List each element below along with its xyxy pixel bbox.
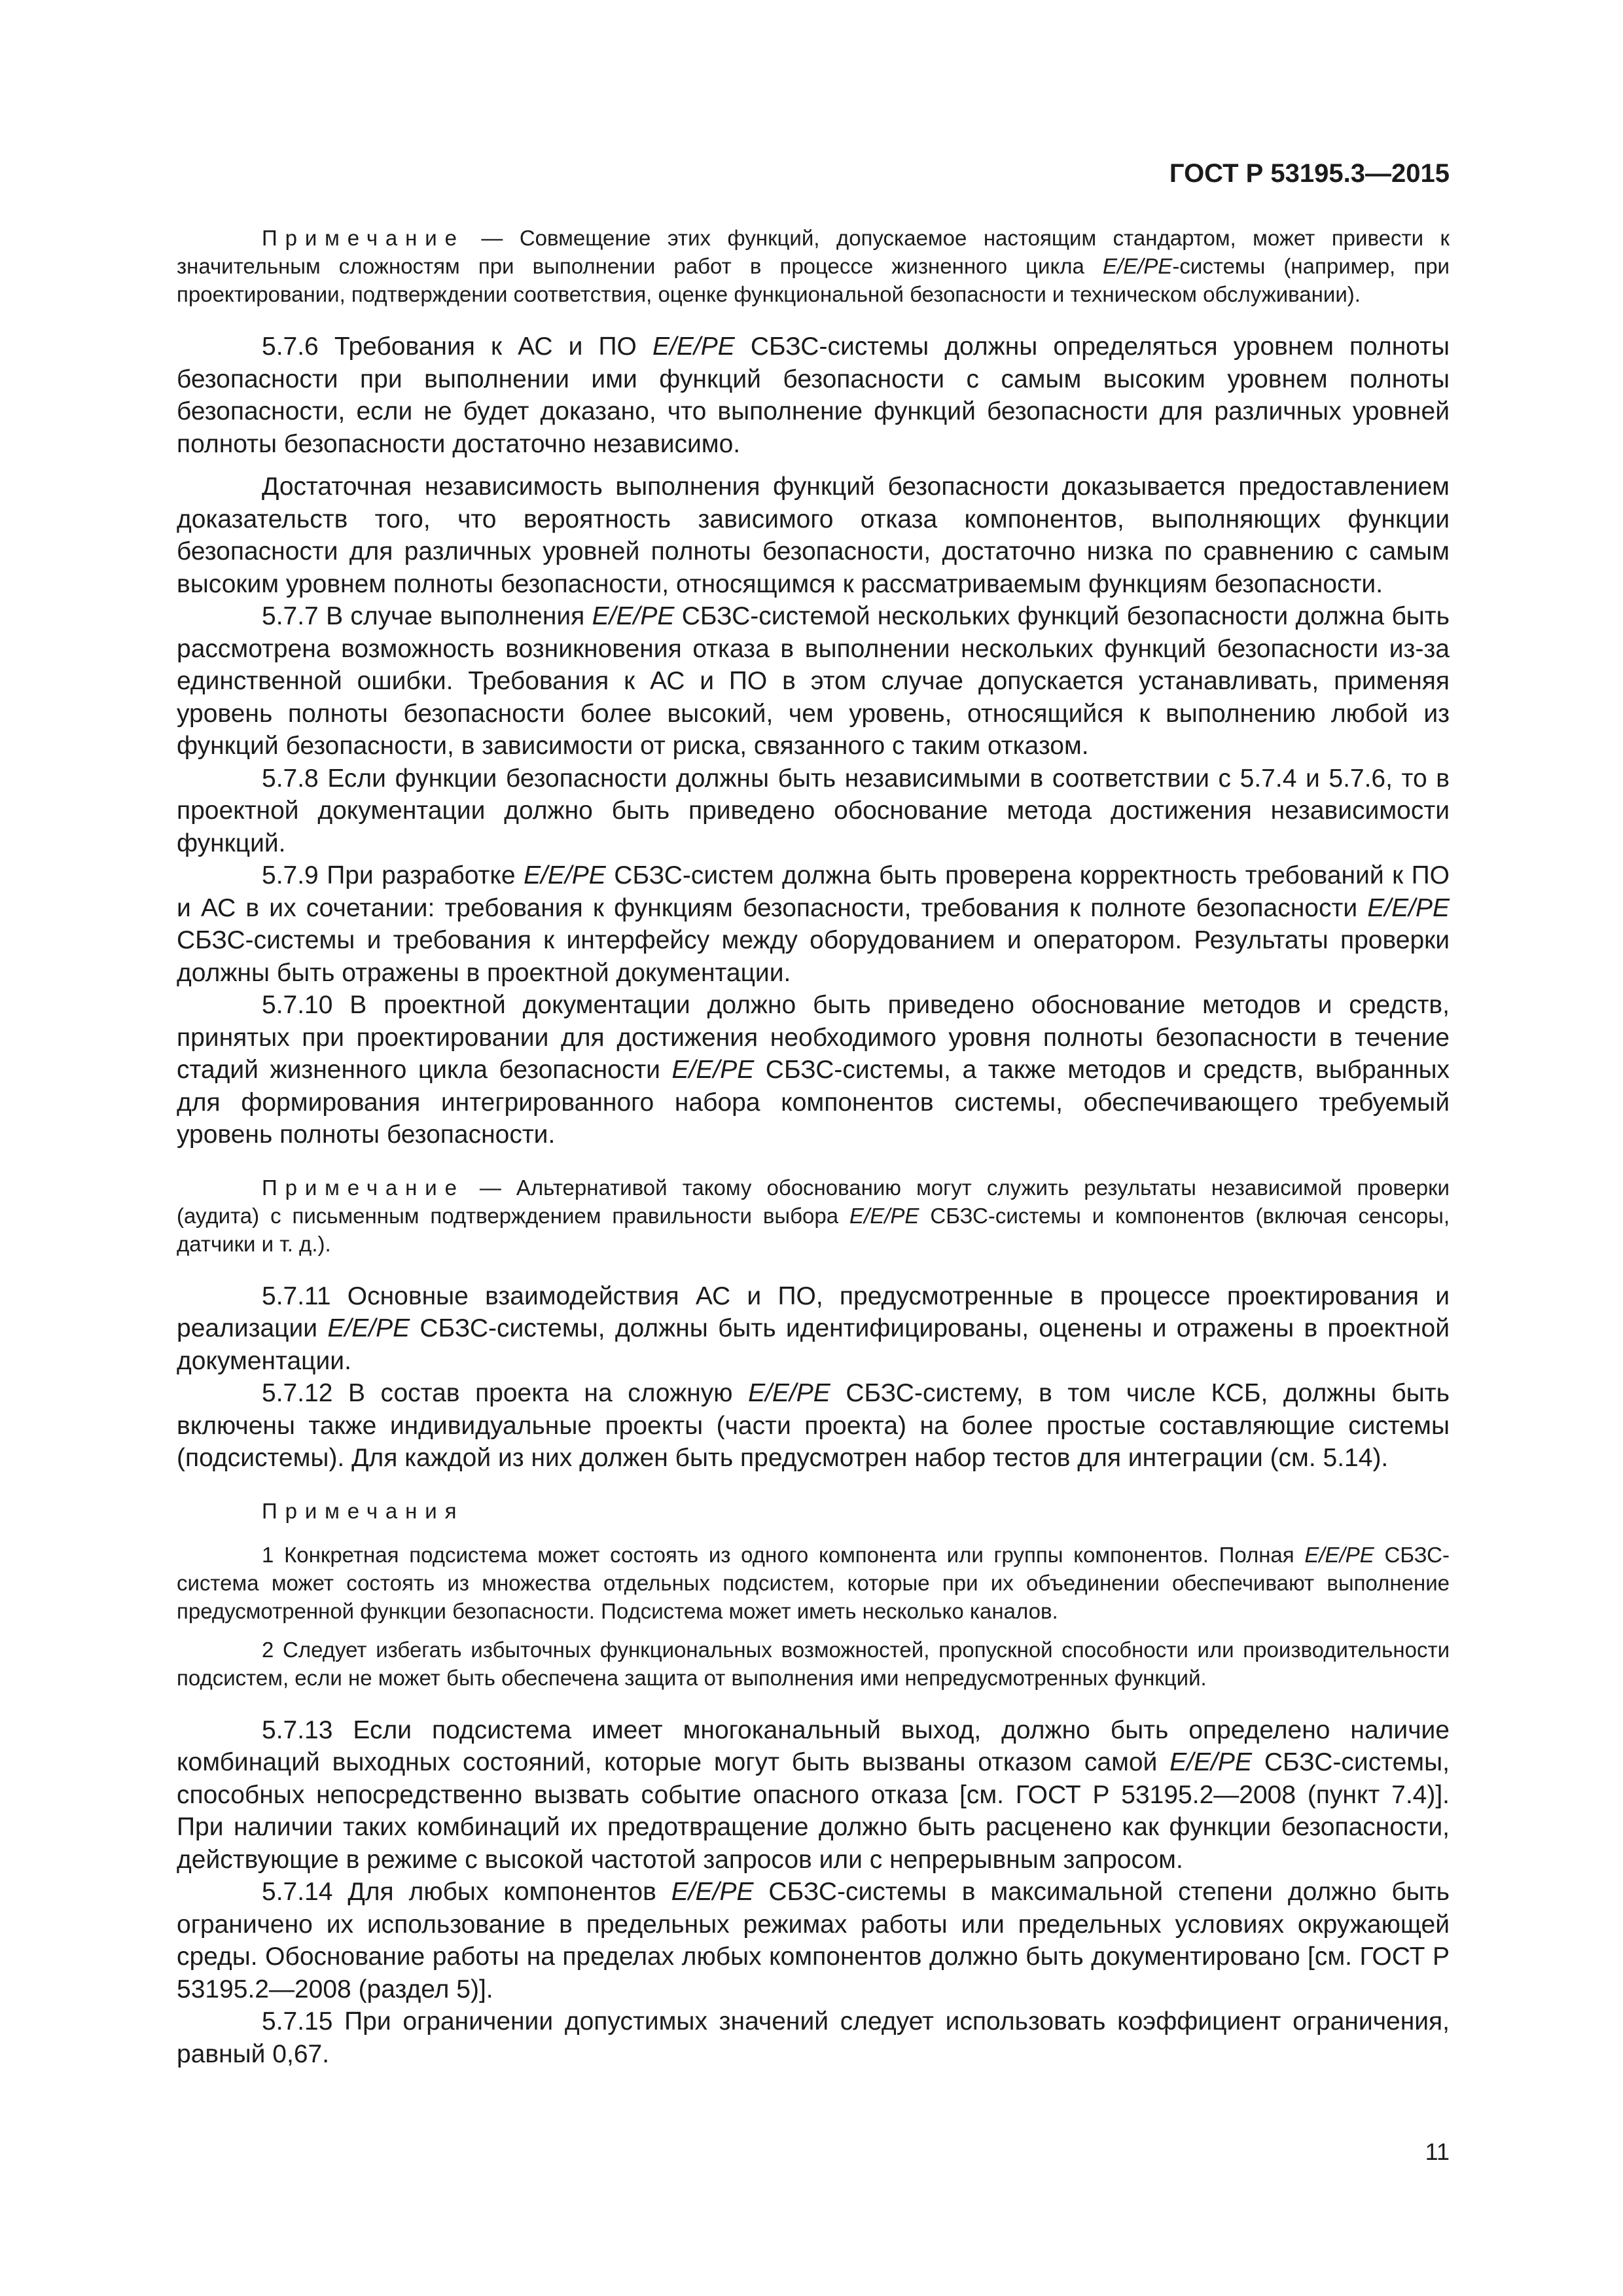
note-label: Примечание: [262, 1175, 465, 1200]
paragraph-5-7-10: 5.7.10 В проектной документации должно быть приведено обоснование методов и средств, принятых при проектировании для достижения необходимого уровня полноты безопасности в течение стадий жизненного цикла безопасности E/E/PE СБЗС-системы, а также методов и средств, выбранных для формирования интегрированного набора компонентов системы, обеспечивающего требуемый уровень полноты безопасности.: [177, 991, 1450, 1149]
paragraph-5-7-12: 5.7.12 В состав проекта на сложную E/E/PE СБЗС-систему, в том числе КСБ, должны быть включены также индивидуальные проекты (части проекта) на более простые составляющие системы (подсистемы). Для каждой из них должен быть предусмотрен набор тестов для интеграции (см. 5.14).: [177, 1379, 1450, 1472]
note-text: — Совмещение этих функций, допускаемое настоящим стандартом, может привести к значительным сложностям при выполнении работ в процессе жизненного цикла E/E/PE-системы (например, при проектировании, подтверждении соответствия, оценке функциональной безопасности и техническом обслуживании).: [177, 226, 1450, 306]
note-item-1: 1 Конкретная подсистема может состоять из одного компонента или группы компонентов. Полная E/E/PE СБЗС-система может состоять из множества отдельных подсистем, которые при их объединении обеспечивают выполнение предусмотренной функции безопасности. Подсистема может иметь несколько каналов.: [177, 1542, 1450, 1623]
paragraph-5-7-7: 5.7.7 В случае выполнения E/E/PE СБЗС-системой нескольких функций безопасности должна быть рассмотрена возможность возникновения отказа в выполнении нескольких функций безопасности из-за единственной ошибки. Требования к АС и ПО в этом случае допускается устанавливать, применяя уровень полноты безопасности более высокий, чем уровень, относящийся к выполнению любой из функций безопасности, в зависимости от риска, связанного с таким отказом.: [177, 602, 1450, 760]
page-number: 11: [1425, 2138, 1450, 2165]
note: [177, 224, 1450, 308]
paragraph-5-7-13: 5.7.13 Если подсистема имеет многоканальный выход, должно быть определено наличие комбинаций выходных состояний, которые могут быть вызваны отказом самой E/E/PE СБЗС-системы, способных непосредственно вызвать событие опасного отказа [см. ГОСТ Р 53195.2—2008 (пункт 7.4)]. При наличии таких комбинаций их предотвращение должно быть расценено как функции безопасности, действующие в режиме с высокой частотой запросов или с непрерывным запросом.: [177, 1715, 1450, 1874]
note-item-2: 2 Следует избегать избыточных функциональных возможностей, пропускной способности или производительности подсистем, если не может быть обеспечена защита от выполнения ими непредусмотренных функций.: [177, 1637, 1450, 1690]
paragraph-5-7-9: 5.7.9 При разработке E/E/PE СБЗС-систем должна быть проверена корректность требований к ПО и АС в их сочетании: требования к функциям безопасности, требования к полноте безопасности E/E/PE СБЗС-системы и требования к интерфейсу между оборудованием и оператором. Результаты проверки должны быть отражены в проектной документации.: [177, 861, 1450, 987]
paragraph-5-7-6: 5.7.6 Требования к АС и ПО E/E/PE СБЗС-системы должны определяться уровнем полноты безопасности при выполнении ими функций безопасности с самым высоким уровнем полноты безопасности, если не будет доказано, что выполнение функций безопасности для различных уровней полноты безопасности достаточно независимо.: [177, 332, 1450, 458]
document-body: [177, 224, 1450, 2070]
paragraph-5-7-14: 5.7.14 Для любых компонентов E/E/PE СБЗС-системы в максимальной степени должно быть ограничено их использование в предельных режимах работы или предельных условиях окружающей среды. Обоснование работы на пределах любых компонентов должно быть документировано [см. ГОСТ Р 53195.2—2008 (раздел 5)].: [177, 1878, 1450, 2003]
note-text: — Альтернативой такому обоснованию могут служить результаты независимой проверки (аудита) с письменным подтверждением правильности выбора E/E/PE СБЗС-системы и компонентов (включая сенсоры, датчики и т. д.).: [177, 1175, 1450, 1256]
notes-title: Примечания: [262, 1498, 465, 1523]
paragraph-5-7-6-continued: Достаточная независимость выполнения функций безопасности доказывается предоставлением доказательств того, что вероятность зависимого отказа компонентов, выполняющих функции безопасности для различных уровней полноты безопасности, достаточно низка по сравнению с самым высоким уровнем полноты безопасности, относящимся к рассматриваемым функциям безопасности.: [177, 473, 1450, 598]
document-header: ГОСТ Р 53195.3—2015: [1169, 159, 1450, 188]
paragraph-5-7-8: 5.7.8 Если функции безопасности должны быть независимыми в соответствии с 5.7.4 и 5.7.6, то в проектной документации должно быть приведено обоснование метода достижения независимости функций.: [177, 764, 1450, 857]
paragraph-5-7-11: 5.7.11 Основные взаимодействия АС и ПО, предусмотренные в процессе проектирования и реализации E/E/PE СБЗС-системы, должны быть идентифицированы, оценены и отражены в проектной документации.: [177, 1282, 1450, 1375]
note: [177, 1174, 1450, 1258]
note-label: Примечание: [262, 226, 465, 250]
paragraph-5-7-15: 5.7.15 При ограничении допустимых значений следует использовать коэффициент ограничения, равный 0,67.: [177, 2007, 1450, 2068]
